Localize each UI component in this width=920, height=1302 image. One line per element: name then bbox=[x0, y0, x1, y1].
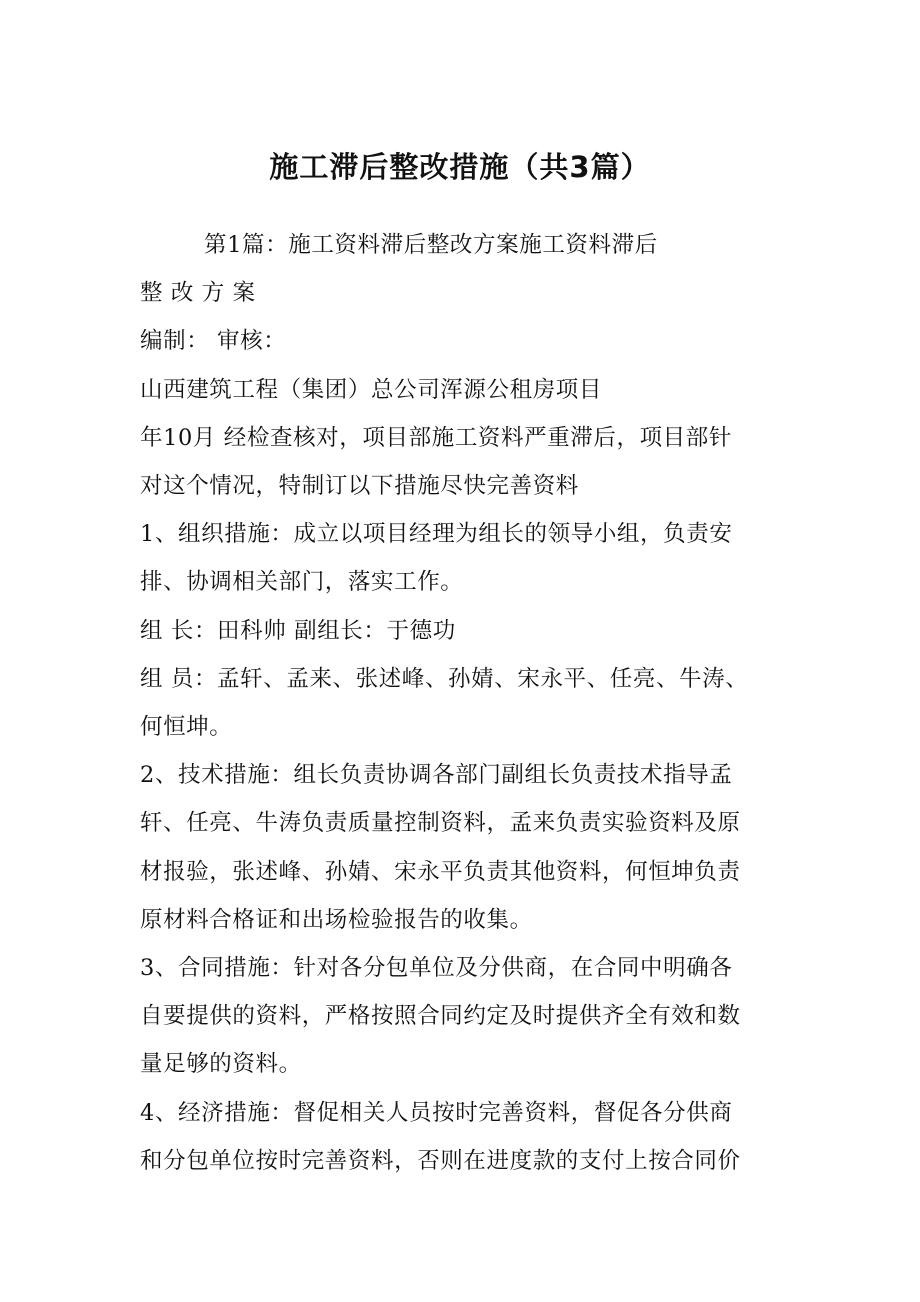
body-line: 年10月 经检查核对，项目部施工资料严重滞后，项目部针 bbox=[140, 424, 732, 451]
body-line: 1、组织措施：成立以项目经理为组长的领导小组，负责安 bbox=[140, 521, 733, 548]
body-line: 轩、任亮、牛涛负责质量控制资料，孟来负责实验资料及原 bbox=[140, 810, 741, 837]
body-line: 组 员：孟轩、孟来、张述峰、孙婧、宋永平、任亮、牛涛、 bbox=[140, 665, 749, 692]
body-line: 和分包单位按时完善资料，否则在进度款的支付上按合同价 bbox=[140, 1147, 741, 1174]
body-line: 编制： 审核： bbox=[140, 328, 287, 355]
body-line: 何恒坤。 bbox=[140, 714, 233, 741]
body-line: 组 长：田科帅 副组长：于德功 bbox=[140, 617, 456, 644]
body-line: 2、技术措施：组长负责协调各部门副组长负责技术指导孟 bbox=[140, 762, 733, 789]
body-line: 原材料合格证和出场检验报告的收集。 bbox=[140, 906, 533, 933]
body-line: 3、合同措施：针对各分包单位及分供商，在合同中明确各 bbox=[140, 955, 733, 982]
body-line: 自要提供的资料，严格按照合同约定及时提供齐全有效和数 bbox=[140, 1003, 741, 1030]
document-body bbox=[140, 221, 790, 1185]
body-line: 山西建筑工程（集团）总公司浑源公租房项目 bbox=[140, 376, 603, 403]
body-line: 对这个情况，特制订以下措施尽快完善资料 bbox=[140, 473, 579, 500]
body-line: 4、经济措施：督促相关人员按时完善资料，督促各分供商 bbox=[140, 1099, 733, 1126]
body-line: 整 改 方 案 bbox=[140, 280, 256, 307]
document-title: 施工滞后整改措施（共3篇） bbox=[269, 150, 651, 184]
body-line: 量足够的资料。 bbox=[140, 1051, 302, 1078]
body-line: 排、协调相关部门，落实工作。 bbox=[140, 569, 464, 596]
chapter-heading-line: 第1篇：施工资料滞后整改方案施工资料滞后 bbox=[204, 232, 658, 258]
body-line: 材报验，张述峰、孙婧、宋永平负责其他资料，何恒坤负责 bbox=[140, 858, 741, 885]
